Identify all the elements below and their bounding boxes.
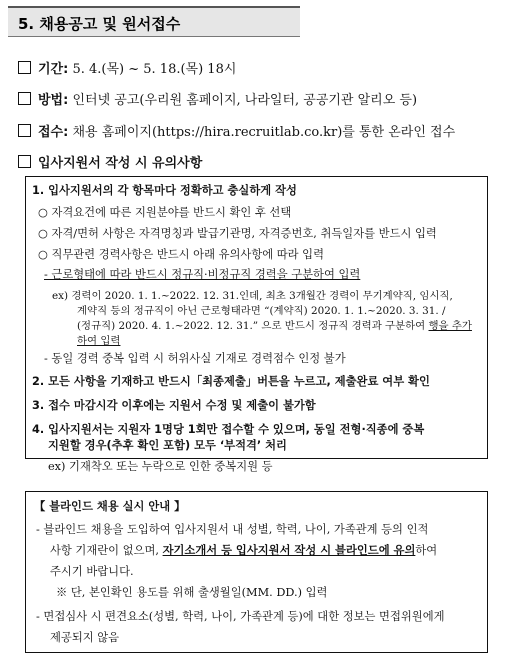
note-2: 2. 모든 사항을 기재하고 반드시「최종제출」버튼을 누르고, 제출완료 여부 확인 [32, 375, 430, 388]
blind-line-3: 주시기 바랍니다. [50, 565, 134, 578]
apply-value: 채용 홈페이지(https://hira.recruitlab.co.kr)를 통한 온라인 접수 [72, 125, 456, 140]
checkbox-square-icon [18, 155, 31, 168]
period-value: 5. 4.(목) ~ 5. 18.(목) 18시 [72, 62, 237, 77]
caution-title: 입사지원서 작성 시 유의사항 [38, 156, 203, 171]
apply-line [18, 121, 455, 140]
note-1-item-2: ○ 자격/면허 사항은 자격명칭과 발급기관명, 자격증번호, 취득일자를 반드시 입력 [38, 227, 437, 240]
example-1-line-4: 하여 입력 [77, 335, 121, 347]
blind-title: 【 블라인드 채용 실시 안내 】 [34, 500, 186, 513]
example-1-line-3 [77, 317, 472, 332]
blind-line-2-emphasis: 자기소개서 등 입사지원서 작성 시 블라인드에 유의 [162, 544, 416, 557]
period-line [18, 58, 236, 77]
checkbox-square-icon [18, 124, 31, 137]
section-title: 5. 채용공고 및 원서접수 [18, 15, 181, 33]
method-value: 인터넷 공고(우리원 홈페이지, 나라일터, 공공기관 알리오 등) [72, 93, 418, 108]
blind-line-2-text: 사항 기재란이 없으며, [50, 544, 163, 557]
example-1-line-2: 계약직 등의 정규직이 아닌 근로형태라면 “(계약직) 2020. 1. 1.~2020. 3. 31. / [77, 305, 446, 317]
note-1-item-3: ○ 직무관련 경력사항은 반드시 아래 유의사항에 따라 입력 [38, 248, 324, 261]
note-1-dash-1: - 근로형태에 따라 반드시 정규직·비정규직 경력을 구분하여 입력 [44, 268, 361, 281]
note-4-line-1: 4. 입사지원서는 지원자 1명당 1회만 접수할 수 있으며, 동일 전형·직종에 중복 [32, 423, 425, 436]
checkbox-square-icon [18, 61, 31, 74]
example-1-line-1: ex) 경력이 2020. 1. 1.~2022. 12. 31.인데, 최초 3개월간 경력이 무기계약직, 임시직, [52, 290, 453, 302]
note-4-example: ex) 기재착오 또는 누락으로 인한 중복지원 등 [48, 460, 273, 473]
blind-line-1: - 블라인드 채용을 도입하여 입사지원서 내 성별, 학력, 나이, 가족관계 등의 인적 [36, 523, 429, 536]
example-1-line-3-underlined: 행을 추가 [428, 320, 472, 332]
method-label: 방법: [38, 93, 69, 108]
blind-line-5: - 면접심사 시 편견요소(성별, 학력, 나이, 가족관계 등)에 대한 정보는 면접위원에게 [36, 610, 445, 623]
blind-line-6: 제공되지 않음 [50, 631, 120, 644]
period-label: 기간: [38, 62, 69, 77]
caution-line [18, 152, 202, 171]
note-1-dash-2: - 동일 경력 중복 입력 시 허위사실 기재로 경력점수 인정 불가 [44, 352, 346, 365]
blind-line-2-end: 하여 [415, 544, 438, 557]
note-4-line-2: 지원할 경우(추후 확인 포함) 모두 ‘부적격’ 처리 [48, 439, 287, 452]
note-1: 1. 입사지원서의 각 항목마다 정확하고 충실하게 작성 [32, 184, 297, 197]
apply-label: 접수: [38, 125, 69, 140]
checkbox-square-icon [18, 92, 31, 105]
blind-line-2 [50, 542, 437, 558]
blind-note: ※ 단, 본인확인 용도를 위해 출생월일(MM. DD.) 입력 [56, 586, 328, 599]
note-3: 3. 접수 마감시각 이후에는 지원서 수정 및 제출이 불가함 [32, 399, 316, 412]
note-1-item-1: ○ 자격요건에 따른 지원분야를 반드시 확인 후 선택 [38, 206, 292, 219]
example-1-line-3-text: (정규직) 2020. 4. 1.~2022. 12. 31.” 으로 반드시 정규직 경력과 구분하여 [77, 320, 429, 332]
method-line [18, 89, 417, 108]
section-header [8, 6, 300, 37]
